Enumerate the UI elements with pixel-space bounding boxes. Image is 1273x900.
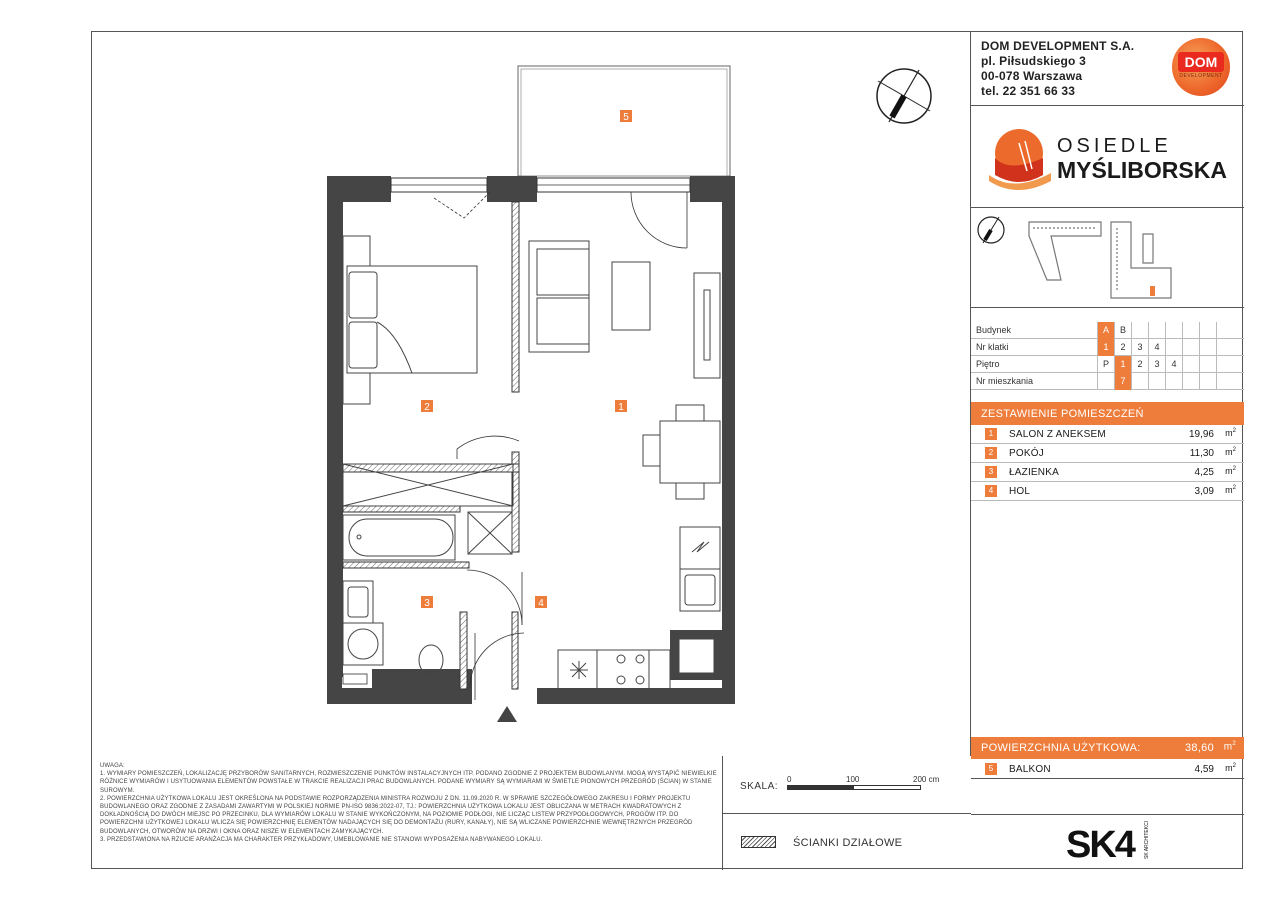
grid-cell: [1199, 339, 1216, 356]
grid-label: Nr mieszkania: [976, 376, 1034, 386]
room-area: 3,09: [1194, 486, 1214, 497]
company-name: DOM DEVELOPMENT S.A.: [981, 39, 1135, 53]
grid-label: Nr klatki: [976, 342, 1009, 352]
grid-cell: [1182, 356, 1199, 373]
grid-cell: [1165, 339, 1182, 356]
grid-cell: [1182, 322, 1199, 339]
bathroom-fixtures: [343, 464, 513, 688]
grid-cell: [1182, 339, 1199, 356]
windows: [391, 178, 690, 192]
project-branding: [971, 106, 1244, 208]
grid-cell: [1165, 373, 1182, 390]
grid-cell: 1: [1097, 339, 1114, 356]
site-north-arrow-icon: [978, 217, 1004, 243]
grid-cell: [1216, 339, 1233, 356]
note-item: 3. PRZEDSTAWIONA NA RZUCIE ARANŻACJA MA CHARAKTER PRZYKŁADOWY, UMEBLOWANIE NIE STANOWI WYPOSAŻENIA NABYWANEGO LOKALU.: [100, 836, 543, 843]
project-title-line2: MYŚLIBORSKA: [1057, 157, 1227, 183]
grid-cell: [1216, 322, 1233, 339]
grid-cell: 3: [1148, 356, 1165, 373]
grid-row-staircase: [971, 339, 1244, 356]
scale-bar-segment: [788, 786, 854, 789]
room-number: 4: [985, 485, 997, 497]
floor-plan-drawing: [92, 32, 971, 756]
balcony-area: 4,59: [1194, 764, 1214, 775]
grid-row-apartment: [971, 373, 1244, 390]
svg-text:4: 4: [538, 598, 544, 609]
dom-development-logo: [1172, 38, 1230, 96]
scale-label: SKALA:: [740, 781, 779, 792]
notes-heading: UWAGA:: [100, 763, 125, 769]
partition-hatch-icon: [741, 836, 776, 848]
notes: [92, 756, 722, 870]
room-tag-2: [421, 400, 433, 413]
room-number: 2: [985, 447, 997, 459]
sofa: [529, 241, 720, 378]
total-label: POWIERZCHNIA UŻYTKOWA:: [981, 742, 1141, 754]
scale-tick: 100: [846, 775, 860, 784]
note-item: 2. POWIERZCHNIA UŻYTKOWA LOKALU JEST OKREŚLONA NA PODSTAWIE ROZPORZĄDZENIA MINISTRA ROZWOJU Z DN. 11.09.2020 R. W SPRAWIE SZCZEGÓŁOWEGO ZAKRESU I FORMY PROJEKTU BUDOWLANEGO ORAZ ZGODNIE Z ZASADAMI ZAWARTYMI W POLSKIEJ NORMIE PN-ISO 9836:2022-07, TJ.: POWIERZCHNIA UŻYTKOWA LOKALU JEST OBLICZANA W METRACH KWADRATOWYCH Z DOKŁADNOŚCIĄ DO DWÓCH MIEJSC PO PRZECINKU, DLA WYMIARÓW LOKALU W STANIE WYKOŃCZONYM, NA POZIOMIE PODŁOGI, NIE LICZĄC LISTEW PRZYPODŁOGOWYCH, PROGÓW ITP. DO POWIERZCHNI UŻYTKOWEJ LOKALU WLICZA SIĘ POWIERZCHNIĘ ELEMENTÓW NADAJĄCYCH SIĘ DO DEMONTAŻU (RURY, KANAŁY), NIE SĄ WLICZANE POWIERZCHNIE WEWNĘTRZNYCH PRZEGRÓD BUDOWLANYCH, OTWORÓW NA DRZWI I OKNA ORAZ NISZE W ELEMENTACH ZAMYKAJĄCYCH.: [100, 795, 693, 835]
room-area: 4,25: [1194, 467, 1214, 478]
balcony-unit: $m^2$: [1225, 763, 1236, 773]
room-unit: $m^2$: [1225, 428, 1236, 438]
walls: [327, 176, 735, 704]
logo-text: DOM: [1178, 52, 1224, 72]
grid-cell: [1097, 373, 1114, 390]
scale-legend: [722, 756, 971, 814]
room-area: 11,30: [1189, 448, 1214, 459]
grid-cell: [1165, 322, 1182, 339]
project-logo-icon: [989, 123, 1053, 193]
company-info: [971, 32, 1244, 106]
room-tag-1: [615, 400, 627, 413]
room-row: [971, 425, 1244, 444]
room-tag-4: [535, 596, 547, 609]
total-value: 38,60: [1184, 742, 1214, 754]
grid-row-floor: [971, 356, 1244, 373]
balcony-row: [971, 759, 1244, 779]
grid-label: Piętro: [976, 359, 1000, 369]
company-street: pl. Piłsudskiego 3: [981, 54, 1086, 68]
grid-cell: 2: [1114, 339, 1131, 356]
balcony-number: 5: [985, 763, 997, 775]
info-panel: [971, 32, 1244, 870]
total-unit: $m^2$: [1223, 741, 1236, 753]
svg-text:3: 3: [424, 598, 430, 609]
site-plan: [971, 208, 1244, 308]
grid-cell: [1199, 322, 1216, 339]
room-name: ŁAZIENKA: [1009, 467, 1059, 478]
apartment-location-marker: [1150, 286, 1155, 296]
room-name: HOL: [1009, 486, 1031, 497]
company-phone: tel. 22 351 66 33: [981, 84, 1076, 98]
note-item: 1. WYMIARY POMIESZCZEŃ, LOKALIZACJĘ PRZYBORÓW SANITARNYCH, ROZMIESZCZENIE PUNKTÓW INSTALACYJNYCH ITP. PODANO ZGODNIE Z PROJEKTEM BUDOWLANYM. MOGĄ WYSTĄPIĆ NIEWIELKIE RÓŻNICE WYMIARÓW I USYTUOWANIA ELEMENTÓW POWSTAŁE W TRAKCIE REALIZACJI PRAC BUDOWLANYCH. PODANE WYMIARY SĄ WYMIARAMI W ŚWIETLE PIONOWYCH PRZEGRÓD (ŚCIAN) W STANIE SUROWYM.: [100, 771, 717, 794]
dining-table: [643, 405, 720, 499]
room-row: [971, 444, 1244, 463]
rooms-summary-heading: ZESTAWIENIE POMIESZCZEŃ: [971, 402, 1244, 425]
svg-text:SK ARCHITEKCI: SK ARCHITEKCI: [1144, 821, 1150, 859]
grid-cell: A: [1097, 322, 1114, 339]
scale-bar: [787, 785, 921, 790]
grid-row-building: [971, 322, 1244, 339]
plan-sheet: [91, 31, 1243, 869]
grid-cell: 3: [1131, 339, 1148, 356]
site-plan-drawing: [971, 208, 1244, 308]
svg-text:SK4: SK4: [1066, 824, 1134, 865]
room-row: [971, 463, 1244, 482]
svg-text:5: 5: [623, 112, 629, 123]
project-title-line1: OSIEDLE: [1057, 135, 1172, 157]
grid-cell: B: [1114, 322, 1131, 339]
room-unit: $m^2$: [1225, 485, 1236, 495]
room-row: [971, 482, 1244, 501]
grid-cell: 2: [1131, 356, 1148, 373]
company-city: 00-078 Warszawa: [981, 69, 1083, 83]
grid-cell: P: [1097, 356, 1114, 373]
room-area: 19,96: [1188, 429, 1214, 440]
svg-text:1: 1: [618, 402, 624, 413]
partition-legend: [722, 814, 971, 870]
grid-cell: [1148, 373, 1165, 390]
grid-cell: [1182, 373, 1199, 390]
room-unit: $m^2$: [1225, 466, 1236, 476]
grid-cell: 4: [1148, 339, 1165, 356]
grid-cell: [1199, 356, 1216, 373]
grid-cell: [1131, 373, 1148, 390]
room-number: 1: [985, 428, 997, 440]
north-arrow-icon: [877, 69, 931, 123]
room-name: POKÓJ: [1009, 448, 1044, 459]
grid-cell: 1: [1114, 356, 1131, 373]
floor-plan-area: [92, 32, 971, 756]
scale-tick: 200 cm: [913, 775, 940, 784]
svg-text:2: 2: [424, 402, 430, 413]
grid-label: Budynek: [976, 325, 1012, 335]
grid-cell: [1216, 373, 1233, 390]
scale-tick: 0: [787, 775, 792, 784]
room-name: SALON Z ANEKSEM: [1009, 429, 1106, 440]
logo-subtext: DEVELOPMENT: [1179, 73, 1223, 79]
balcony-name: BALKON: [1009, 764, 1051, 775]
grid-cell: [1216, 356, 1233, 373]
grid-cell: [1131, 322, 1148, 339]
partition-label: ŚCIANKI DZIAŁOWE: [793, 837, 903, 849]
grid-cell: [1148, 322, 1165, 339]
bed: [343, 236, 477, 404]
room-tag-5: [620, 110, 632, 123]
grid-cell: 4: [1165, 356, 1182, 373]
grid-cell: 7: [1114, 373, 1131, 390]
room-unit: $m^2$: [1225, 447, 1236, 457]
grid-cell: [1199, 373, 1216, 390]
architect-logo: [971, 814, 1244, 870]
sk4-logo-icon: [1066, 821, 1156, 865]
total-usable-area: [971, 737, 1244, 759]
room-number: 3: [985, 466, 997, 478]
room-tag-3: [421, 596, 433, 609]
entrance-arrow-icon: [497, 706, 517, 722]
